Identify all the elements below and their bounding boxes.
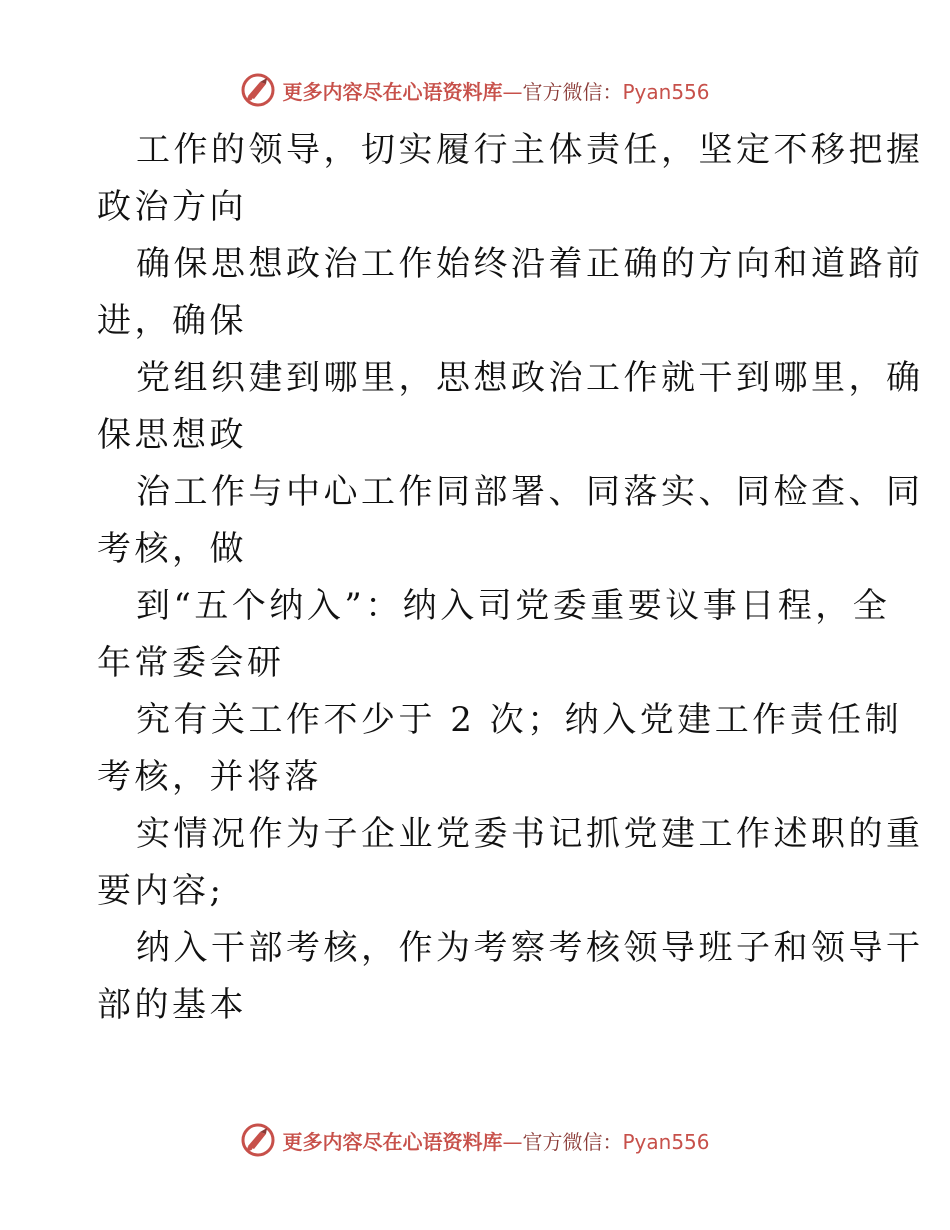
- watermark-text: [282, 1126, 709, 1155]
- paragraph-line: 纳入干部考核，作为考察考核领导班子和领导干: [136, 928, 924, 968]
- paragraph-line: 政治方向: [97, 187, 247, 227]
- paragraph: [0, 692, 950, 806]
- header-watermark: [0, 72, 950, 108]
- paragraph: [0, 350, 950, 464]
- watermark-wechat-id: Pyan556: [622, 79, 710, 104]
- watermark-separator: —: [502, 1129, 523, 1154]
- paragraph-line: 党组织建到哪里，思想政治工作就干到哪里，确: [136, 358, 924, 398]
- paragraph: [0, 122, 950, 236]
- watermark-wechat-id: Pyan556: [622, 1129, 710, 1154]
- paragraph-line: 部的基本: [97, 985, 247, 1025]
- paragraph-line: 考核，并将落: [97, 757, 322, 797]
- paragraph-line: 确保思想政治工作始终沿着正确的方向和道路前: [136, 244, 924, 284]
- paragraph-line: 保思想政: [97, 415, 247, 455]
- footer-watermark: [0, 1122, 950, 1158]
- paragraph-line: 工作的领导，切实履行主体责任，坚定不移把握: [136, 130, 924, 170]
- paragraph: [0, 920, 950, 1034]
- paragraph-line: 到“五个纳入”：纳入司党委重要议事日程，全: [136, 586, 891, 626]
- paragraph-line: 实情况作为子企业党委书记抓党建工作述职的重: [136, 814, 924, 854]
- watermark-wechat-label: 官方微信：: [522, 1129, 623, 1154]
- paragraph: [0, 806, 950, 920]
- watermark-brand: 更多内容尽在心语资料库: [282, 79, 503, 104]
- watermark-brand: 更多内容尽在心语资料库: [282, 1129, 503, 1154]
- watermark-separator: —: [502, 79, 523, 104]
- document-body: [0, 122, 950, 1034]
- watermark-text: [282, 76, 709, 105]
- paragraph-line: 要内容;: [97, 871, 225, 911]
- paragraph-line: 究有关工作不少于 2 次；纳入党建工作责任制: [136, 700, 903, 740]
- paragraph: [0, 236, 950, 350]
- paragraph-line: 治工作与中心工作同部署、同落实、同检查、同: [136, 472, 924, 512]
- paragraph: [0, 464, 950, 578]
- paragraph-line: 考核，做: [97, 529, 247, 569]
- brand-logo-icon: [240, 1122, 276, 1158]
- paragraph: [0, 578, 950, 692]
- brand-logo-icon: [240, 72, 276, 108]
- paragraph-line: 年常委会研: [97, 643, 285, 683]
- watermark-wechat-label: 官方微信：: [522, 79, 623, 104]
- paragraph-line: 进，确保: [97, 301, 247, 341]
